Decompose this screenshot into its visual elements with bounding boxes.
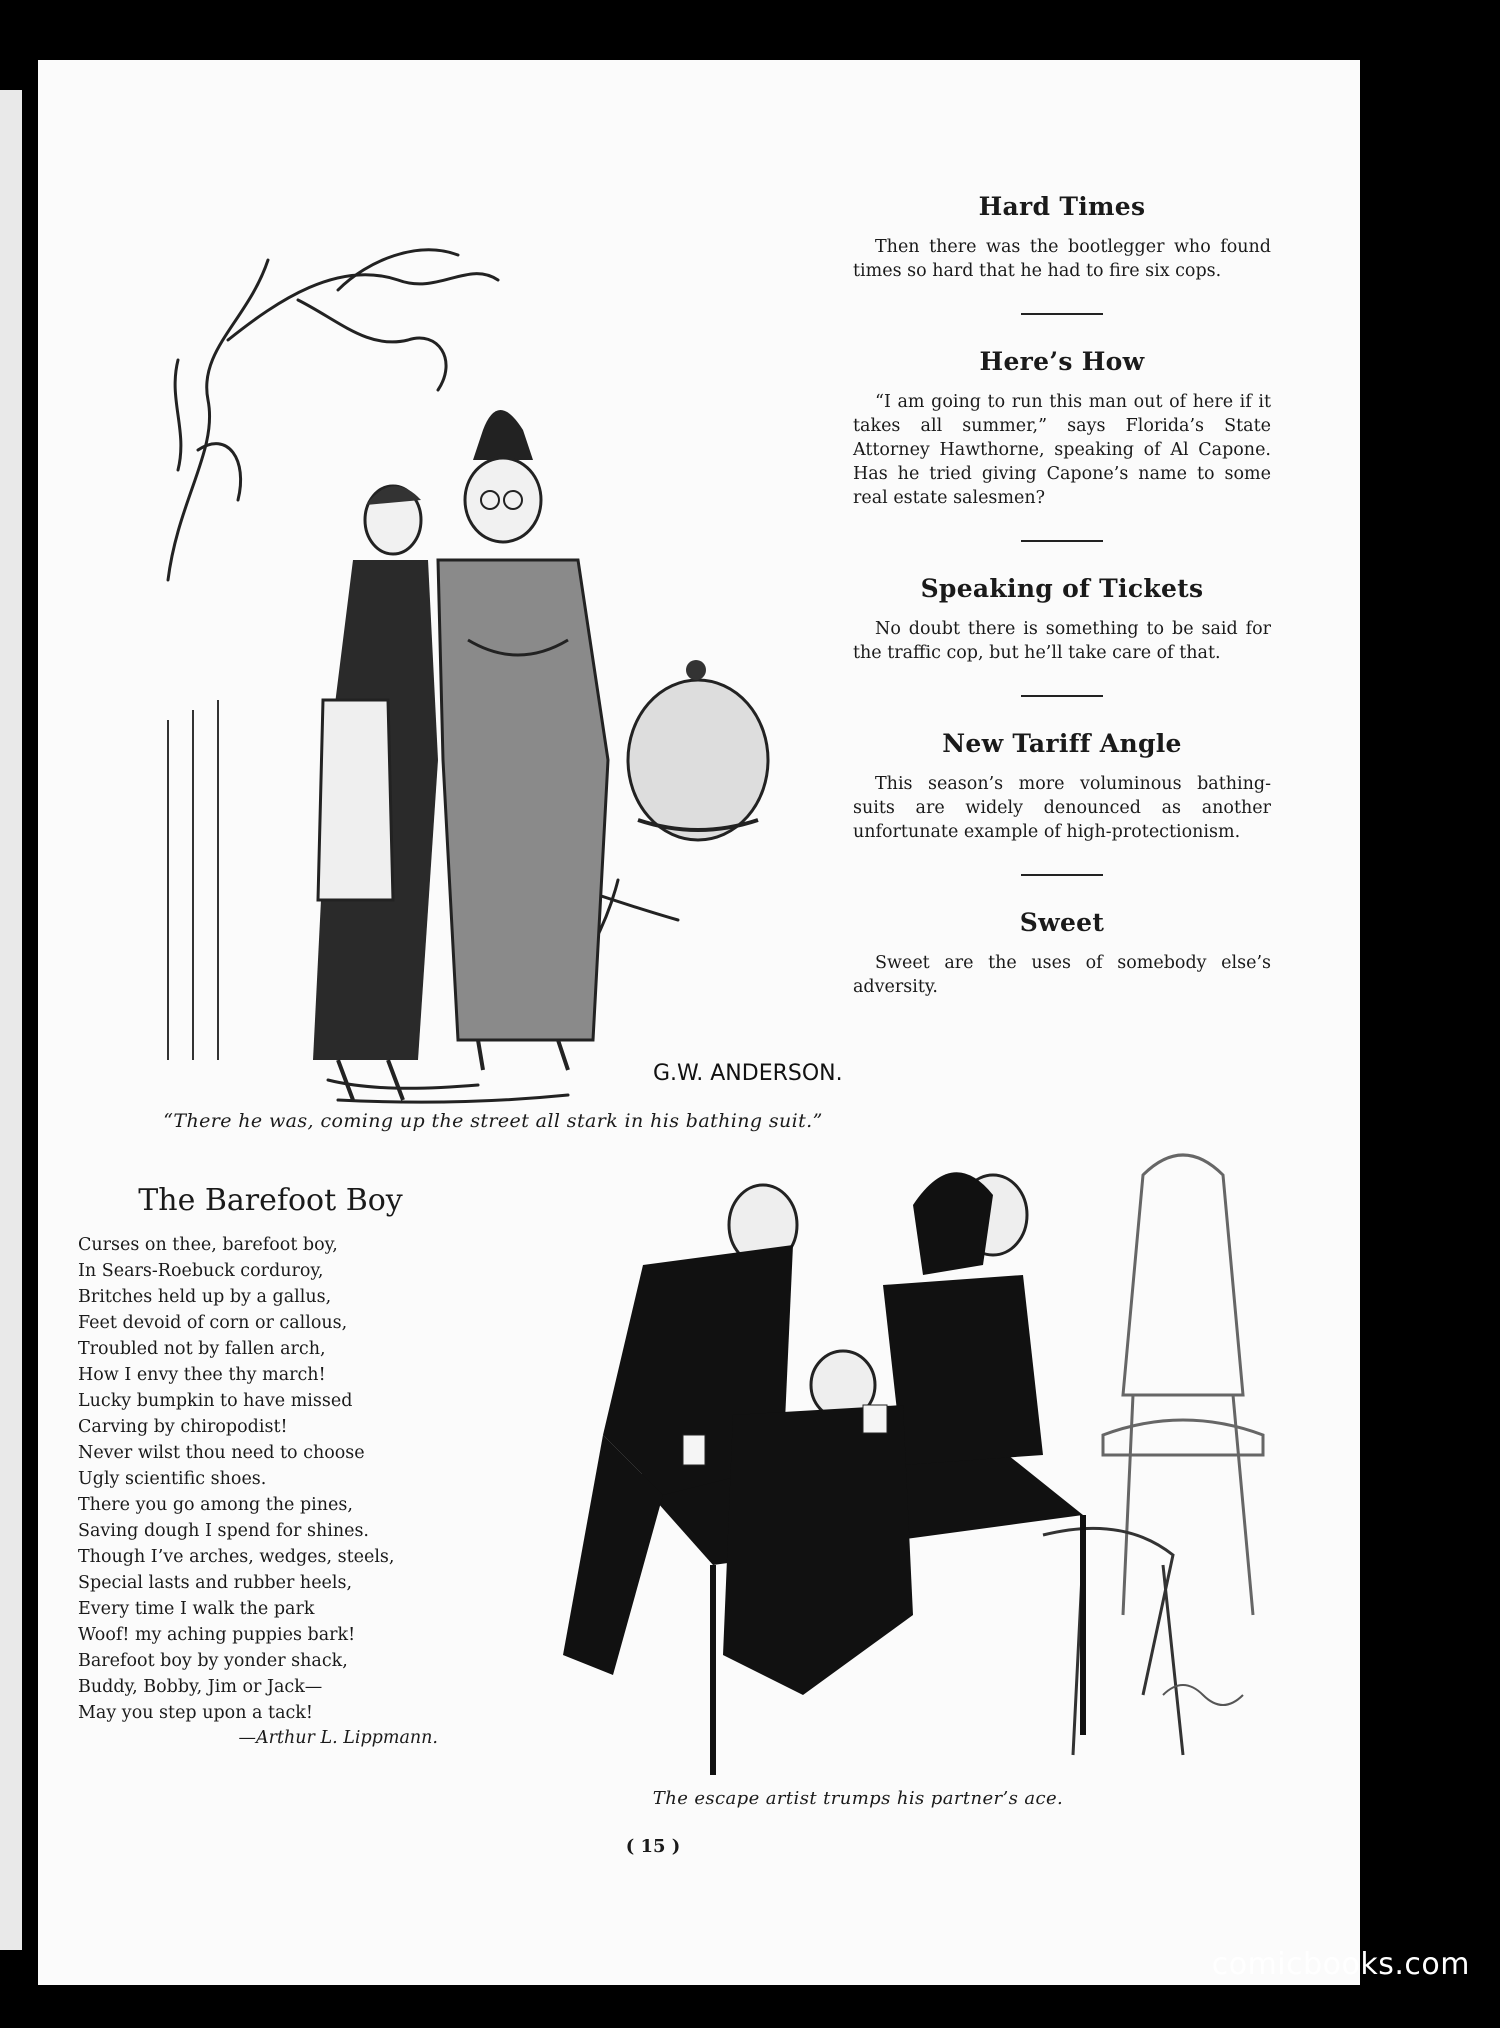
poem-title: The Barefoot Boy [138,1183,403,1218]
page-number: ( 15 ) [625,1836,681,1857]
chair-right [1103,1155,1263,1615]
article-body: “I am going to run this man out of here if it takes all summer,” says Florida’s State Attorney Hawthorne, speaking of Al Capone. Has he tried giving Capone’s name to some real estate salesmen? [853,392,1271,508]
article-title: Sweet [1019,908,1105,937]
figure-player-right [883,1172,1043,1465]
poem-line: Though I’ve arches, wedges, steels, [78,1547,395,1567]
site-watermark: comicbooks.com [1211,1947,1470,1982]
poem-line: Barefoot boy by yonder shack, [78,1651,348,1671]
cartoon-caption: The escape artist trumps his partner’s ace. [652,1788,1064,1809]
poem-line: Carving by chiropodist! [78,1417,288,1437]
poem-line: How I envy thee thy march! [78,1365,326,1385]
article-title: Speaking of Tickets [920,574,1204,603]
figure-matron [438,410,608,1070]
article-new-tariff-angle [853,729,1271,844]
article-speaking-of-tickets [853,574,1271,665]
poem-line: Buddy, Bobby, Jim or Jack— [78,1677,323,1697]
poem-body [78,1232,438,1748]
cartoon-card-players [483,1135,1273,1795]
poem-line: Never wilst thou need to choose [78,1443,365,1463]
separator-rule [1021,695,1103,697]
poem-author: —Arthur L. Lippmann. [238,1728,438,1748]
article-hard-times [853,192,1271,283]
poem-line: Feet devoid of corn or callous, [78,1313,348,1333]
poem-line: Every time I walk the park [78,1599,315,1619]
article-title: Here’s How [979,347,1145,376]
poem-line: In Sears-Roebuck corduroy, [78,1261,324,1281]
poem-line: Lucky bumpkin to have missed [78,1391,353,1411]
article-title: Hard Times [978,192,1146,221]
separator-rule [1021,874,1103,876]
cartoon-women-gossiping [138,200,858,1150]
figure-maid [313,486,438,1100]
poem-line: Saving dough I spend for shines. [78,1521,369,1541]
magazine-page [38,60,1360,1985]
article-body: Then there was the bootlegger who found times so hard that he had to fire six cops. [853,237,1271,281]
hedge-bush [628,660,768,840]
poem-line: Troubled not by fallen arch, [78,1339,326,1359]
poem-line: Curses on thee, barefoot boy, [78,1235,338,1255]
article-title: New Tariff Angle [942,729,1182,758]
cartoon-caption: “There he was, coming up the street all stark in his bathing suit.” [163,1110,823,1132]
article-body: No doubt there is something to be said for the traffic cop, but he’ll take care of that. [853,619,1271,663]
article-body: Sweet are the uses of somebody else’s adversity. [853,953,1271,997]
poem-line: Special lasts and rubber heels, [78,1573,353,1593]
artist-signature: G.W. ANDERSON. [653,1061,843,1086]
poem-line: Ugly scientific shoes. [78,1469,267,1489]
article-sweet [853,908,1271,999]
separator-rule [1021,313,1103,315]
article-body: This season’s more voluminous bathing-suits are widely denounced as another unfortunate example of high-protectionism. [853,774,1271,842]
poem-line: Britches held up by a gallus, [78,1287,332,1307]
humor-column [853,192,1271,999]
separator-rule [1021,540,1103,542]
poem-line: Woof! my aching puppies bark! [78,1625,356,1645]
facing-page-edge [0,90,22,1950]
poem-line: There you go among the pines, [78,1495,353,1515]
poem-line: May you step upon a tack! [78,1703,313,1723]
article-heres-how [853,347,1271,510]
